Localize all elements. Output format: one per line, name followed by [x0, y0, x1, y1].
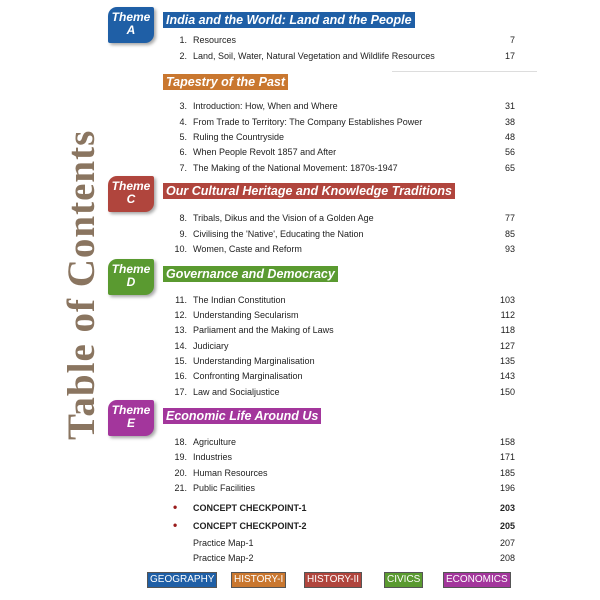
- legend-civics: CIVICS: [384, 572, 423, 588]
- chapter-row[interactable]: [165, 435, 515, 449]
- extra-page: 208: [499, 553, 515, 563]
- theme-a-badge-word: Theme: [111, 10, 151, 24]
- chapter-title: Understanding Marginalisation: [193, 356, 315, 366]
- extra-title: Practice Map-1: [193, 538, 254, 548]
- legend-economics: ECONOMICS: [443, 572, 511, 588]
- bullet: •: [173, 500, 178, 514]
- chapter-page: 77: [504, 213, 515, 223]
- chapter-row[interactable]: [165, 115, 515, 129]
- table-of-contents-title: Table of Contents: [60, 129, 103, 440]
- chapter-title: From Trade to Territory: The Company Establishes Power: [193, 117, 423, 127]
- chapter-number: 4.: [179, 117, 187, 127]
- chapter-number: 14.: [174, 341, 187, 351]
- chapter-number: 21.: [174, 483, 187, 493]
- chapter-page: 85: [504, 229, 515, 239]
- chapter-page: 56: [504, 147, 515, 157]
- chapter-number: 6.: [179, 147, 187, 157]
- theme-c-title: Our Cultural Heritage and Knowledge Traditions: [163, 183, 455, 199]
- extra-title: Practice Map-2: [193, 553, 254, 563]
- chapter-title: Law and Socialjustice: [193, 387, 280, 397]
- theme-e-badge-letter: E: [126, 416, 135, 430]
- bullet: •: [173, 518, 178, 532]
- chapter-number: 12.: [174, 310, 187, 320]
- chapter-row[interactable]: [165, 161, 515, 175]
- chapter-row[interactable]: [165, 481, 515, 495]
- chapter-number: 9.: [179, 229, 187, 239]
- chapter-title: Civilising the 'Native', Educating the Nation: [193, 229, 364, 239]
- chapter-number: 13.: [174, 325, 187, 335]
- theme-c-badge: [108, 176, 154, 212]
- theme-e-badge-word: Theme: [111, 403, 151, 417]
- chapter-row[interactable]: [165, 99, 515, 113]
- chapter-row[interactable]: [165, 33, 515, 47]
- chapter-row[interactable]: [165, 293, 515, 307]
- chapter-page: 150: [499, 387, 515, 397]
- chapter-number: 5.: [179, 132, 187, 142]
- chapter-title: Parliament and the Making of Laws: [193, 325, 334, 335]
- chapter-number: 17.: [174, 387, 187, 397]
- theme-d-badge-letter: D: [126, 275, 136, 289]
- chapter-row[interactable]: [165, 242, 515, 256]
- practice-map-row[interactable]: [165, 536, 515, 550]
- chapter-title: Industries: [193, 452, 233, 462]
- chapter-title: Understanding Secularism: [193, 310, 299, 320]
- theme-c-badge-word: Theme: [111, 179, 151, 193]
- chapter-page: 143: [499, 371, 515, 381]
- chapter-page: 127: [499, 341, 515, 351]
- theme-d-badge: [108, 259, 154, 295]
- chapter-number: 10.: [174, 244, 187, 254]
- chapter-title: The Making of the National Movement: 1870s-1947: [193, 163, 398, 173]
- chapter-title: Public Facilities: [193, 483, 256, 493]
- chapter-row[interactable]: [165, 339, 515, 353]
- theme-a-badge-letter: A: [126, 23, 136, 37]
- chapter-page: 65: [504, 163, 515, 173]
- chapter-page: 185: [499, 468, 515, 478]
- chapter-title: The Indian Constitution: [193, 295, 286, 305]
- chapter-title: Ruling the Countryside: [193, 132, 285, 142]
- theme-b-title: Tapestry of the Past: [163, 74, 288, 90]
- extra-page: 203: [499, 503, 515, 513]
- chapter-page: 48: [504, 132, 515, 142]
- chapter-row[interactable]: [165, 385, 515, 399]
- chapter-title: When People Revolt 1857 and After: [193, 147, 337, 157]
- chapter-row[interactable]: [165, 354, 515, 368]
- extra-page: 207: [499, 538, 515, 548]
- chapter-number: 15.: [174, 356, 187, 366]
- chapter-title: Women, Caste and Reform: [193, 244, 302, 254]
- practice-map-row[interactable]: [165, 551, 515, 565]
- chapter-row[interactable]: [165, 145, 515, 159]
- legend-geography: GEOGRAPHY: [147, 572, 217, 588]
- chapter-title: Tribals, Dikus and the Vision of a Golden Age: [193, 213, 374, 223]
- chapter-row[interactable]: [165, 227, 515, 241]
- chapter-page: 93: [504, 244, 515, 254]
- legend-history-2: HISTORY-II: [304, 572, 362, 588]
- chapter-title: Agriculture: [193, 437, 237, 447]
- chapter-number: 11.: [175, 295, 187, 305]
- theme-c-badge-letter: C: [126, 192, 136, 206]
- theme-a-badge: [108, 7, 154, 43]
- extra-title: CONCEPT CHECKPOINT-2: [193, 521, 307, 531]
- chapter-page: 135: [499, 356, 515, 366]
- chapter-page: 158: [499, 437, 515, 447]
- chapter-number: 2.: [179, 51, 187, 61]
- chapter-page: 38: [504, 117, 515, 127]
- chapter-number: 20.: [174, 468, 187, 478]
- legend-history-1: HISTORY-I: [231, 572, 286, 588]
- chapter-row[interactable]: [165, 323, 515, 337]
- extra-title: CONCEPT CHECKPOINT-1: [193, 503, 307, 513]
- chapter-row[interactable]: [165, 308, 515, 322]
- chapter-row[interactable]: [165, 369, 515, 383]
- theme-d-badge-word: Theme: [111, 262, 151, 276]
- chapter-page: 118: [500, 325, 515, 335]
- chapter-number: 3.: [179, 101, 187, 111]
- chapter-page: 17: [504, 51, 515, 61]
- concept-checkpoint-row[interactable]: [165, 501, 515, 515]
- chapter-title: Human Resources: [193, 468, 268, 478]
- chapter-number: 19.: [174, 452, 187, 462]
- chapter-title: Land, Soil, Water, Natural Vegetation and Wildlife Resources: [193, 51, 435, 61]
- chapter-row[interactable]: [165, 466, 515, 480]
- extra-page: 205: [499, 521, 515, 531]
- chapter-number: 1.: [179, 35, 187, 45]
- chapter-row[interactable]: [165, 49, 515, 63]
- chapter-number: 16.: [174, 371, 187, 381]
- chapter-page: 171: [499, 452, 515, 462]
- chapter-title: Judiciary: [193, 341, 229, 351]
- chapter-row[interactable]: [165, 130, 515, 144]
- chapter-number: 7.: [179, 163, 187, 173]
- chapter-row[interactable]: [165, 450, 515, 464]
- theme-a-title: India and the World: Land and the People: [163, 12, 415, 28]
- theme-d-title: Governance and Democracy: [163, 266, 338, 282]
- theme-e-badge: [108, 400, 154, 436]
- chapter-page: 196: [499, 483, 515, 493]
- chapter-number: 18.: [174, 437, 187, 447]
- chapter-page: 31: [504, 101, 515, 111]
- chapter-row[interactable]: [165, 211, 515, 225]
- chapter-title: Confronting Marginalisation: [193, 371, 303, 381]
- concept-checkpoint-row[interactable]: [165, 519, 515, 533]
- chapter-page: 112: [500, 310, 515, 320]
- theme-e-title: Economic Life Around Us: [163, 408, 321, 424]
- divider: [392, 71, 537, 72]
- chapter-title: Resources: [193, 35, 237, 45]
- chapter-number: 8.: [179, 213, 187, 223]
- chapter-page: 103: [499, 295, 515, 305]
- chapter-title: Introduction: How, When and Where: [193, 101, 338, 111]
- chapter-page: 7: [509, 35, 515, 45]
